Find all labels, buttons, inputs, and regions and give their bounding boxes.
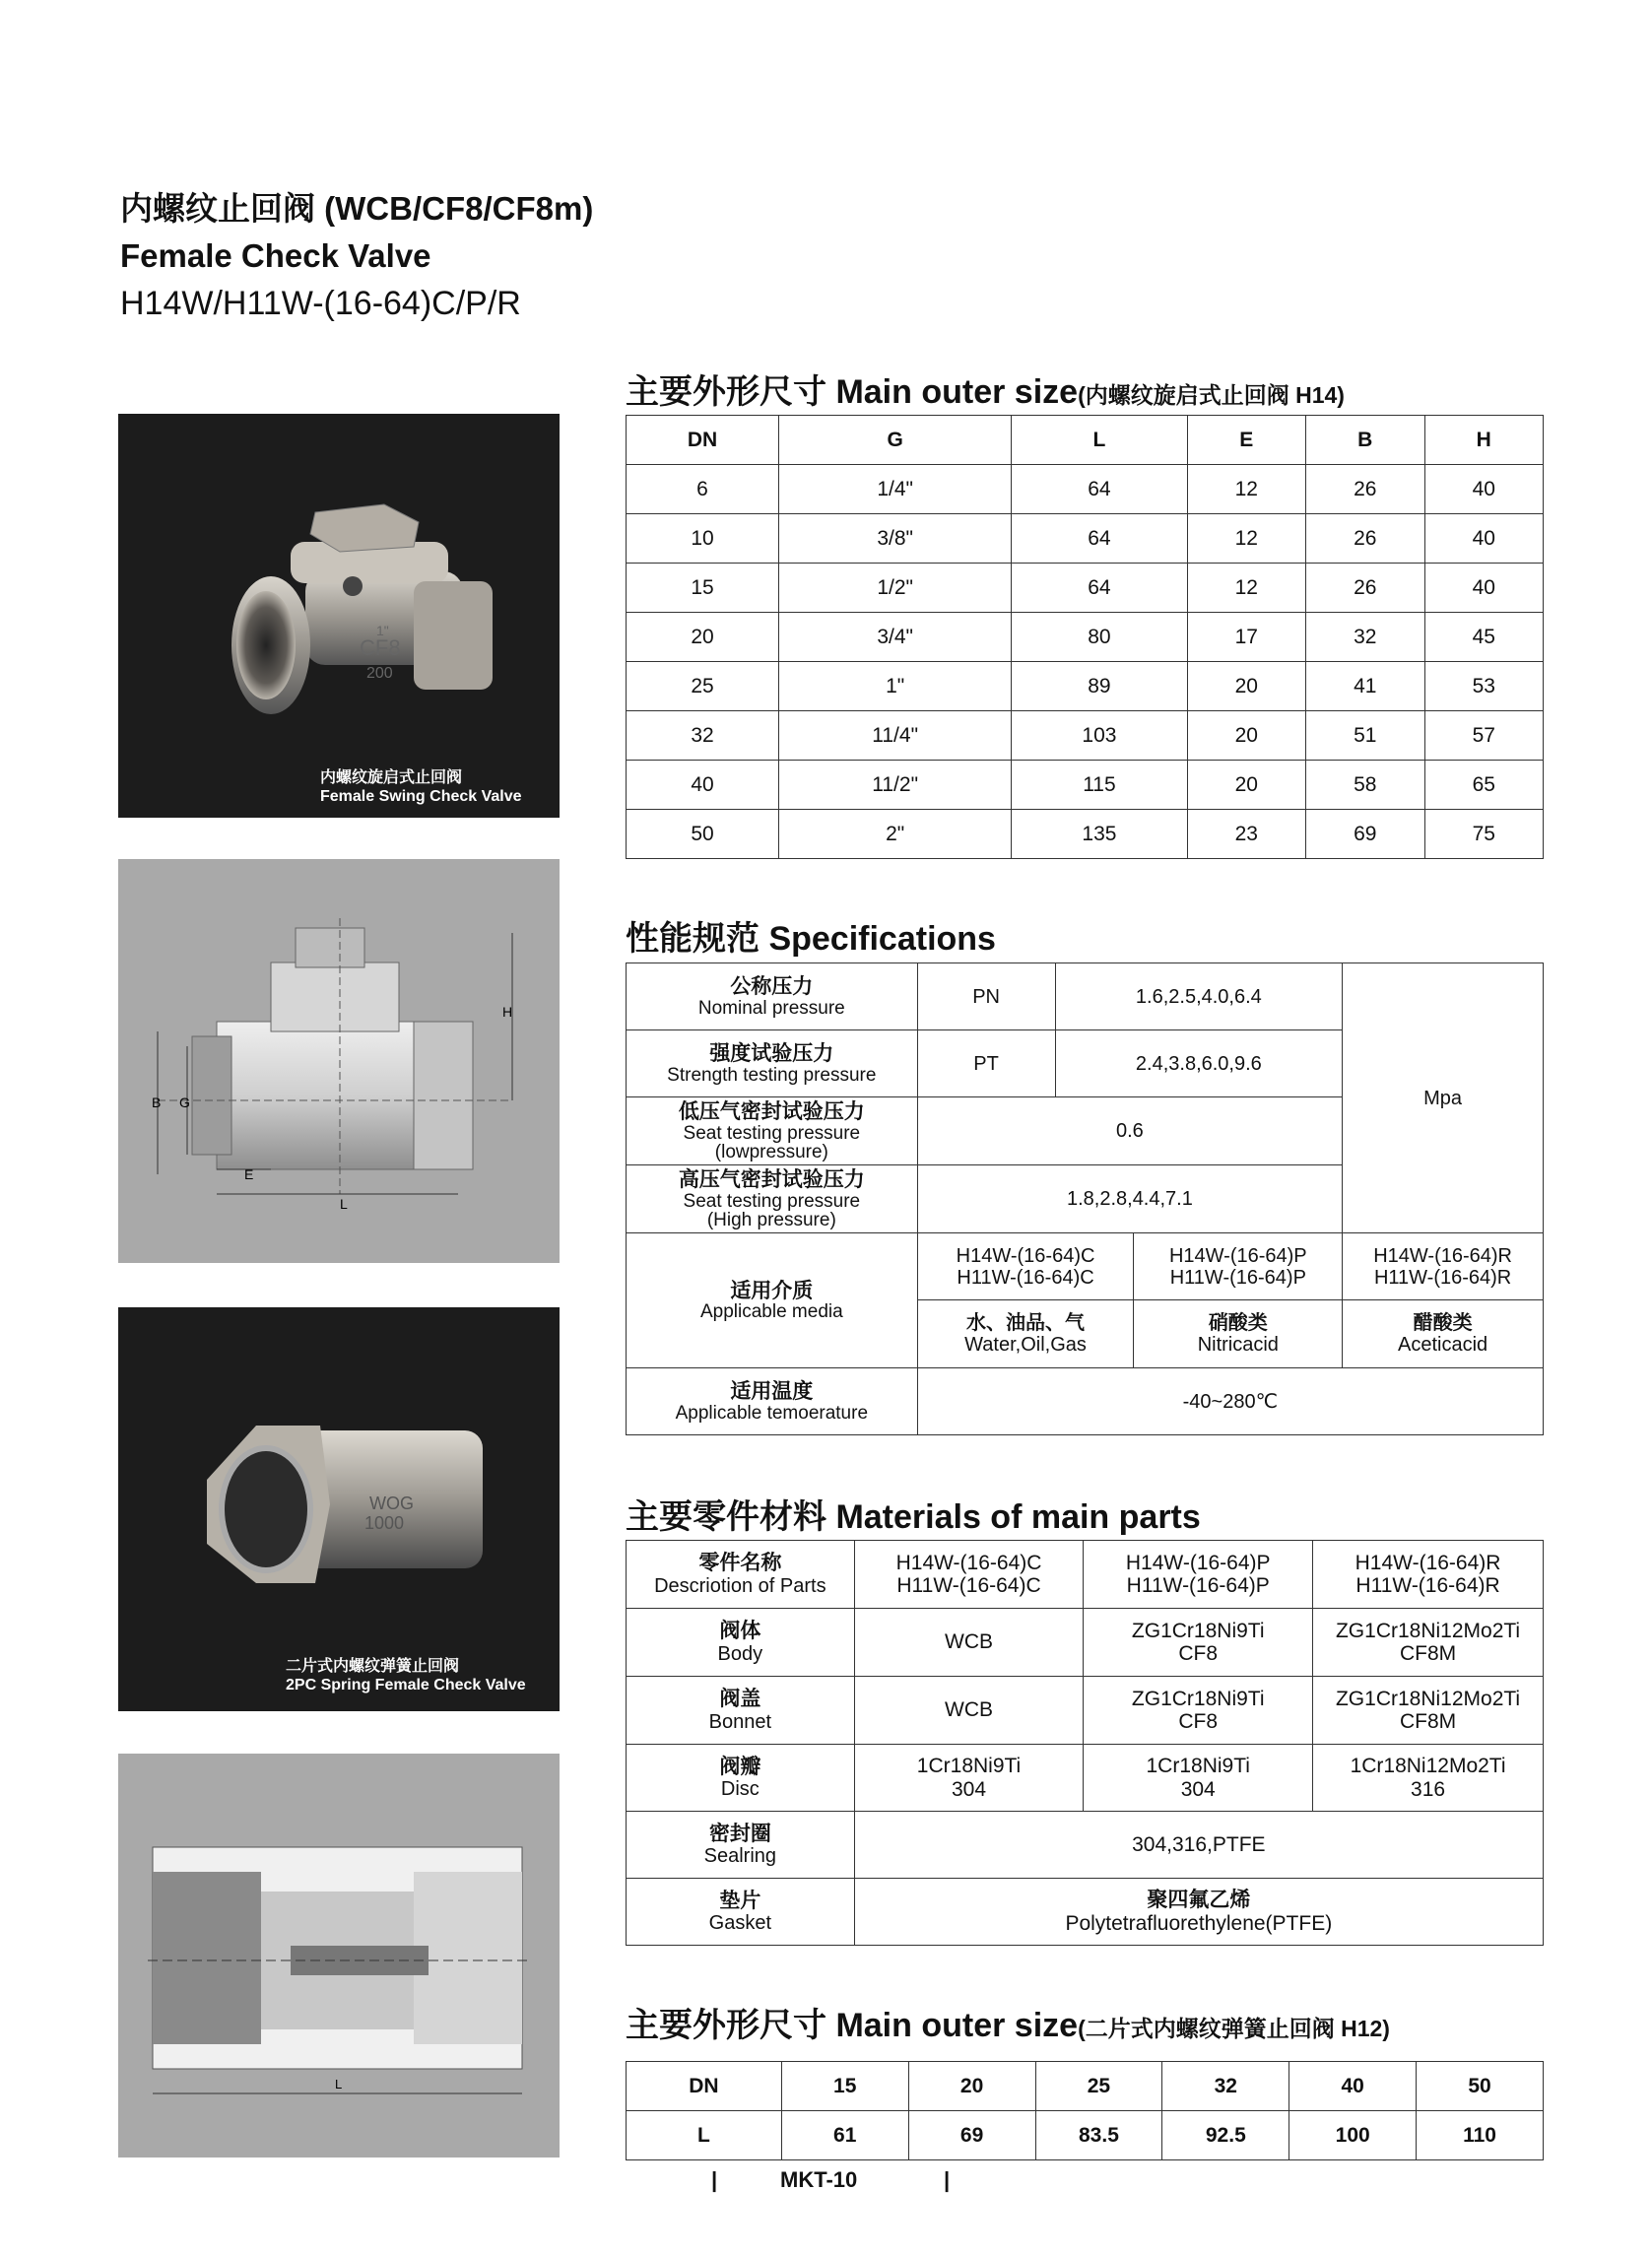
size2-heading-main: 主要外形尺寸 Main outer size (626, 2007, 1079, 2044)
size1-heading-sub: (内螺纹旋启式止回阀 H14) (1078, 382, 1345, 408)
table-cell: 50 (1417, 2062, 1544, 2111)
material-cell (1313, 1677, 1544, 1745)
label-cn: 低压气密封试验压力 (678, 1100, 865, 1124)
table-row (627, 514, 1544, 564)
valve-marking-cf8: CF8 (360, 635, 401, 660)
model-a: H14W-(16-64)C (956, 1244, 1095, 1267)
label-en: Seat testing pressure (683, 1122, 861, 1144)
table-cell: 100 (1289, 2111, 1417, 2160)
spec-row-nominal (627, 963, 1544, 1030)
photo-3-caption-en: 2PC Spring Female Check Valve (286, 1677, 526, 1693)
model-b: H11W-(16-64)P (1126, 1574, 1270, 1597)
table-cell: 40 (1424, 514, 1544, 564)
page-title (120, 185, 593, 327)
table-cell: 40 (1289, 2062, 1417, 2111)
drawing-swing-check-section (118, 859, 560, 1263)
material-cell (1313, 1609, 1544, 1677)
table-row (627, 711, 1544, 761)
label-en: Descriotion of Parts (654, 1574, 826, 1597)
model-cell (1343, 1233, 1544, 1300)
table-cell: 135 (1012, 810, 1187, 859)
spec-unit: Mpa (1343, 963, 1544, 1233)
table-cell: 20 (908, 2062, 1035, 2111)
model-a: H14W-(16-64)R (1355, 1551, 1501, 1574)
materials-col-header (854, 1541, 1084, 1609)
table-cell: 10 (627, 514, 779, 564)
spec-label-high (627, 1165, 918, 1233)
footer-bar-left: | (711, 2167, 718, 2192)
label-en: Body (717, 1642, 763, 1665)
spec-value: 1.6,2.5,4.0,6.4 (1055, 963, 1343, 1030)
material-line-1: ZG1Cr18Ni9Ti (1131, 1687, 1265, 1710)
material-cell (854, 1745, 1084, 1812)
model-cell (917, 1233, 1134, 1300)
material-cell (1084, 1745, 1313, 1812)
material-cell (1084, 1677, 1313, 1745)
col-header: E (1187, 416, 1305, 465)
table-cell: 15 (781, 2062, 908, 2111)
table-cell: 11/2" (779, 761, 1012, 810)
spec-heading: 性能规范 Specifications (626, 920, 996, 958)
spec-symbol: PN (917, 963, 1055, 1030)
materials-table (626, 1540, 1544, 1946)
model-b: H11W-(16-64)C (957, 1266, 1094, 1289)
media-cn: 硝酸类 (1208, 1312, 1268, 1334)
table-cell: 69 (1306, 810, 1424, 859)
material-cell: 304,316,PTFE (854, 1812, 1543, 1879)
label-cn: 垫片 (719, 1889, 761, 1912)
table-cell: 3/8" (779, 514, 1012, 564)
table-cell: 89 (1012, 662, 1187, 711)
footer-bar-right: | (944, 2167, 951, 2192)
spec-label-low (627, 1097, 918, 1165)
table-cell: DN (627, 2062, 782, 2111)
materials-row-gasket (627, 1879, 1544, 1946)
material-line-1: 聚四氟乙烯 (1147, 1889, 1251, 1912)
dim-label-h: H (502, 1004, 513, 1020)
label-cn: 阀体 (719, 1620, 761, 1643)
model-a: H14W-(16-64)P (1168, 1244, 1307, 1267)
table-cell: 12 (1187, 514, 1305, 564)
material-line-2: 316 (1411, 1777, 1446, 1801)
material-line-2: 304 (951, 1777, 987, 1801)
table-cell: 58 (1306, 761, 1424, 810)
table-cell: 75 (1424, 810, 1544, 859)
media-en: Nitricacid (1197, 1334, 1279, 1356)
media-en: Aceticacid (1398, 1334, 1488, 1356)
table-row (627, 613, 1544, 662)
photo-1-caption-cn: 内螺纹旋启式止回阀 (320, 769, 463, 786)
table-cell: 64 (1012, 564, 1187, 613)
spec-row-media-models (627, 1233, 1544, 1300)
material-line-2: CF8M (1399, 1710, 1457, 1733)
media-en: Water,Oil,Gas (964, 1334, 1087, 1356)
label-cn: 阀瓣 (719, 1755, 761, 1778)
table-cell: 40 (1424, 465, 1544, 514)
table-cell: 3/4" (779, 613, 1012, 662)
label-cn: 零件名称 (698, 1552, 782, 1575)
size2-table (626, 2061, 1544, 2160)
title-line-3: H14W/H11W-(16-64)C/P/R (120, 285, 521, 322)
table-cell: 80 (1012, 613, 1187, 662)
table-cell: 51 (1306, 711, 1424, 761)
table-cell: 20 (1187, 711, 1305, 761)
table-cell: 57 (1424, 711, 1544, 761)
materials-header-row (627, 1541, 1544, 1609)
model-b: H11W-(16-64)R (1373, 1266, 1512, 1289)
col-header: H (1424, 416, 1544, 465)
materials-col-header (1084, 1541, 1313, 1609)
photo-3-caption (286, 1657, 526, 1694)
label-en: Applicable media (699, 1301, 843, 1323)
dim-label-l: L (340, 1196, 348, 1212)
label-en: Seat testing pressure (683, 1190, 861, 1212)
media-cn: 水、油品、气 (966, 1312, 1086, 1334)
table-cell: 61 (781, 2111, 908, 2160)
photo-1-caption-en: Female Swing Check Valve (320, 788, 522, 805)
photo-3-caption-cn: 二片式内螺纹弹簧止回阀 (286, 1658, 460, 1675)
col-header: DN (627, 416, 779, 465)
table-cell: 26 (1306, 465, 1424, 514)
table-cell: 2" (779, 810, 1012, 859)
label-en: Bonnet (708, 1710, 772, 1733)
table-cell: 26 (1306, 564, 1424, 613)
label-en: Disc (720, 1778, 760, 1801)
table-cell: 40 (1424, 564, 1544, 613)
material-line-2: CF8 (1178, 1642, 1219, 1665)
table-row (627, 465, 1544, 514)
table-cell: 45 (1424, 613, 1544, 662)
label-cn: 公称压力 (730, 975, 814, 999)
part-label-disc (627, 1745, 855, 1812)
size1-table (626, 415, 1544, 859)
label-en: Strength testing pressure (667, 1064, 877, 1086)
valve-marking-size: 1" (376, 623, 389, 638)
spec-value: 1.8,2.8,4.4,7.1 (917, 1165, 1343, 1233)
label-en-2: (High pressure) (706, 1209, 836, 1230)
label-en: Applicable temoerature (675, 1402, 869, 1424)
material-line-2: CF8 (1178, 1710, 1219, 1733)
table-cell: 15 (627, 564, 779, 613)
spec-value: 0.6 (917, 1097, 1343, 1165)
media-cn: 醋酸类 (1413, 1312, 1473, 1334)
table-cell: 103 (1012, 711, 1187, 761)
table-cell: 32 (1162, 2062, 1289, 2111)
table-row (627, 810, 1544, 859)
model-cell (1134, 1233, 1343, 1300)
model-a: H14W-(16-64)C (895, 1551, 1042, 1574)
table-cell: 20 (1187, 662, 1305, 711)
part-label-body (627, 1609, 855, 1677)
table-cell: 25 (1035, 2062, 1162, 2111)
material-cell (854, 1879, 1543, 1946)
col-header: L (1012, 416, 1187, 465)
table-cell: 26 (1306, 514, 1424, 564)
table-row (627, 662, 1544, 711)
table-cell: 32 (627, 711, 779, 761)
label-cn: 强度试验压力 (709, 1042, 834, 1066)
model-a: H14W-(16-64)P (1125, 1551, 1271, 1574)
material-line-1: ZG1Cr18Ni12Mo2Ti (1335, 1619, 1521, 1642)
col-header: B (1306, 416, 1424, 465)
table-cell: 65 (1424, 761, 1544, 810)
model-b: H11W-(16-64)C (896, 1574, 1041, 1597)
dim-label-l-2: L (335, 2077, 343, 2091)
table-cell: 50 (627, 810, 779, 859)
material-line-1: ZG1Cr18Ni12Mo2Ti (1335, 1687, 1521, 1710)
photo-spring-check-valve (118, 1307, 560, 1711)
table-cell: 17 (1187, 613, 1305, 662)
materials-row-seal (627, 1812, 1544, 1879)
table-cell: 32 (1306, 613, 1424, 662)
materials-row-bonnet (627, 1677, 1544, 1745)
label-cn: 适用介质 (730, 1279, 814, 1302)
material-line-1: 1Cr18Ni12Mo2Ti (1350, 1755, 1506, 1778)
table-cell: 64 (1012, 465, 1187, 514)
table-row (627, 564, 1544, 613)
part-label-bonnet (627, 1677, 855, 1745)
table-cell: 20 (1187, 761, 1305, 810)
material-line-1: 1Cr18Ni9Ti (916, 1755, 1022, 1778)
page-number: MKT-10 (780, 2167, 858, 2192)
spec-label-media (627, 1233, 918, 1368)
table-cell: 23 (1187, 810, 1305, 859)
table-cell: 1/2" (779, 564, 1012, 613)
title-line-2: Female Check Valve (120, 237, 431, 274)
table-cell: 12 (1187, 564, 1305, 613)
table-cell: 40 (627, 761, 779, 810)
materials-heading: 主要零件材料 Materials of main parts (626, 1498, 1201, 1536)
valve-photo-2 (118, 1307, 560, 1711)
materials-row-body (627, 1609, 1544, 1677)
material-cell (1313, 1745, 1544, 1812)
material-cell: WCB (854, 1609, 1084, 1677)
drawing-spring-check-section (118, 1754, 560, 2157)
model-a: H14W-(16-64)R (1373, 1244, 1512, 1267)
valve-photo-1 (118, 414, 560, 818)
model-b: H11W-(16-64)P (1169, 1266, 1306, 1289)
spec-label-nominal (627, 963, 918, 1030)
material-line-2: CF8M (1399, 1642, 1457, 1665)
material-line-2: Polytetrafluorethylene(PTFE) (1065, 1911, 1333, 1935)
part-label-seal (627, 1812, 855, 1879)
spec-label-temp (627, 1368, 918, 1435)
material-line-2: 304 (1180, 1777, 1216, 1801)
photo-swing-check-valve (118, 414, 560, 818)
spec-row-temp (627, 1368, 1544, 1435)
valve-marking-wog: WOG (369, 1494, 414, 1513)
table-cell: L (627, 2111, 782, 2160)
table-row (627, 761, 1544, 810)
photo-1-caption (320, 768, 522, 806)
spec-value: 2.4,3.8,6.0,9.6 (1055, 1030, 1343, 1097)
table-cell: 25 (627, 662, 779, 711)
table-cell: 41 (1306, 662, 1424, 711)
table-cell: 110 (1417, 2111, 1544, 2160)
label-cn: 密封圈 (708, 1822, 771, 1845)
label-en: Gasket (708, 1912, 772, 1935)
size2-row-dn (627, 2062, 1544, 2111)
table-cell: 64 (1012, 514, 1187, 564)
table-cell: 11/4" (779, 711, 1012, 761)
section-drawing-1 (118, 859, 560, 1263)
table-cell: 20 (627, 613, 779, 662)
size2-heading (626, 1998, 1390, 2046)
valve-marking-200: 200 (366, 665, 393, 682)
table-cell: 6 (627, 465, 779, 514)
label-en: Nominal pressure (697, 997, 845, 1019)
materials-col-header (1313, 1541, 1544, 1609)
dim-label-g: G (179, 1095, 190, 1110)
material-cell: WCB (854, 1677, 1084, 1745)
title-line-1: 内螺纹止回阀 (WCB/CF8/CF8m) (120, 190, 594, 227)
label-cn: 高压气密封试验压力 (678, 1168, 865, 1192)
table-cell: 69 (908, 2111, 1035, 2160)
media-cell (1343, 1300, 1544, 1368)
table-cell: 115 (1012, 761, 1187, 810)
label-en-2: (lowpressure) (714, 1141, 828, 1162)
col-header: G (779, 416, 1012, 465)
table-cell: 1/4" (779, 465, 1012, 514)
media-cell (917, 1300, 1134, 1368)
label-cn: 适用温度 (730, 1380, 814, 1404)
table-cell: 83.5 (1035, 2111, 1162, 2160)
part-label-gasket (627, 1879, 855, 1946)
material-line-1: ZG1Cr18Ni9Ti (1131, 1619, 1265, 1642)
table-cell: 92.5 (1162, 2111, 1289, 2160)
model-b: H11W-(16-64)R (1355, 1574, 1500, 1597)
size2-row-l (627, 2111, 1544, 2160)
spec-table (626, 963, 1544, 1435)
section-drawing-2 (118, 1754, 560, 2157)
spec-symbol: PT (917, 1030, 1055, 1097)
spec-label-strength (627, 1030, 918, 1097)
table-cell: 1" (779, 662, 1012, 711)
dim-label-b: B (152, 1095, 162, 1110)
label-cn: 阀盖 (719, 1688, 761, 1711)
size1-heading (626, 365, 1345, 413)
materials-part-header (627, 1541, 855, 1609)
size1-header-row (627, 416, 1544, 465)
spec-value: -40~280℃ (917, 1368, 1543, 1435)
materials-row-disc (627, 1745, 1544, 1812)
table-cell: 53 (1424, 662, 1544, 711)
size1-heading-main: 主要外形尺寸 Main outer size (626, 373, 1079, 411)
table-cell: 12 (1187, 465, 1305, 514)
media-cell (1134, 1300, 1343, 1368)
valve-marking-1000: 1000 (364, 1513, 405, 1533)
label-en: Sealring (703, 1845, 777, 1868)
size2-heading-sub: (二片式内螺纹弹簧止回阀 H12) (1078, 2016, 1390, 2041)
material-line-1: 1Cr18Ni9Ti (1146, 1755, 1250, 1778)
material-cell (1084, 1609, 1313, 1677)
dim-label-e: E (244, 1166, 254, 1182)
